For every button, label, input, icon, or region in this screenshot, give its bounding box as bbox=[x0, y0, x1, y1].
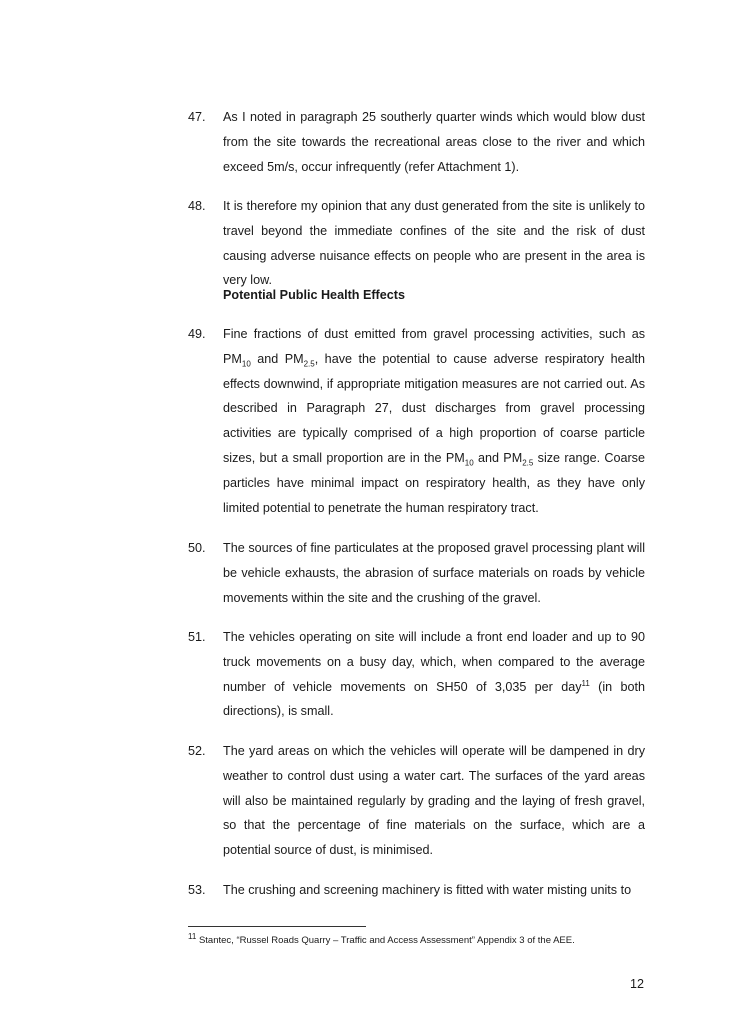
paragraph-number: 53. bbox=[188, 883, 206, 897]
footnote-reference[interactable]: 11 bbox=[581, 678, 590, 688]
paragraph-number: 47. bbox=[188, 110, 206, 124]
text-run: , have the potential to cause adverse respiratory health effects downwind, if appropriate mitigation measures are not carried out. As described in Paragraph 27, dust discharges from gravel processing activities are typically comprised of a high proportion of coarse particle sizes, but a small proportion are in the PM bbox=[223, 351, 645, 465]
section-heading: Potential Public Health Effects bbox=[223, 288, 405, 302]
text-run: and PM bbox=[250, 351, 304, 366]
paragraph-text: It is therefore my opinion that any dust generated from the site is unlikely to travel beyond the immediate confines of the site and the risk of dust causing adverse nuisance effects on people who are present in the area is very low. bbox=[223, 199, 645, 288]
paragraph-number: 48. bbox=[188, 199, 206, 213]
subscript: 10 bbox=[241, 359, 251, 369]
subscript: 10 bbox=[464, 458, 474, 468]
page-number: 12 bbox=[630, 977, 645, 991]
paragraph-number: 49. bbox=[188, 327, 206, 341]
footnote-text: Stantec, “Russel Roads Quarry – Traffic and Access Assessment” Appendix 3 of the AEE. bbox=[196, 935, 575, 946]
text-run: Fine fractions of dust emitted from gravel processing activities, such as PM bbox=[223, 327, 645, 366]
text-run: The vehicles operating on site will include a front end loader and up to 90 truck movements on a busy day, which, when compared to the average number of vehicle movements on SH50 of 3,035 per day bbox=[223, 630, 645, 694]
paragraph-text bbox=[223, 322, 645, 520]
text-run: size range. Coarse particles have minimal impact on respiratory health, as they have only limited potential to penetrate the human respiratory tract. bbox=[223, 450, 645, 515]
paragraph-text: As I noted in paragraph 25 southerly quarter winds which would blow dust from the site towards the recreational areas close to the river and which exceed 5m/s, occur infrequently (refer Attachment 1). bbox=[223, 110, 645, 174]
footnote bbox=[188, 931, 575, 948]
text-run: and PM bbox=[473, 450, 523, 465]
footnote-marker: 11 bbox=[188, 931, 197, 941]
paragraph-text bbox=[223, 625, 645, 724]
paragraph-number: 52. bbox=[188, 744, 206, 758]
paragraph-text: The crushing and screening machinery is fitted with water misting units to bbox=[223, 883, 632, 897]
paragraph-number: 50. bbox=[188, 541, 206, 555]
text-run: (in both directions), is small. bbox=[223, 679, 645, 719]
subscript: 2.5 bbox=[303, 359, 315, 369]
paragraph-number: 51. bbox=[188, 630, 206, 644]
paragraph-text: The yard areas on which the vehicles will operate will be dampened in dry weather to control dust using a water cart. The surfaces of the yard areas will also be maintained regularly by grading and the laying of fresh gravel, so that the percentage of fine materials on the surface, which are a potential source of dust, is minimised. bbox=[223, 744, 645, 858]
paragraph-text: The sources of fine particulates at the proposed gravel processing plant will be vehicle exhausts, the abrasion of surface materials on roads by vehicle movements within the site and the crushing of the gravel. bbox=[223, 541, 645, 605]
subscript: 2.5 bbox=[522, 458, 534, 468]
footnote-divider bbox=[188, 926, 366, 927]
